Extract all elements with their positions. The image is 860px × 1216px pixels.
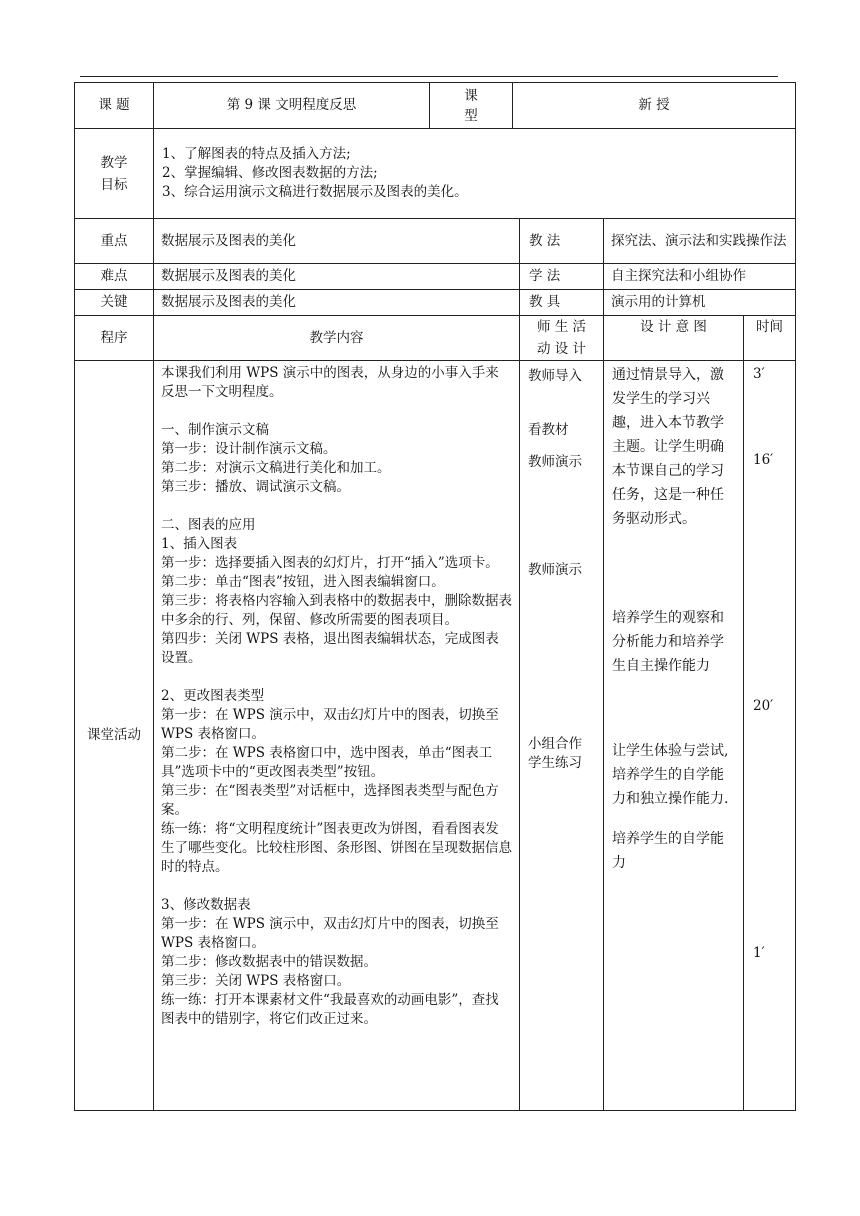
- time-item: 20′: [753, 698, 774, 714]
- objectives-label: 教学 目标: [75, 129, 154, 219]
- teaching-aid-label: 教 具: [520, 290, 604, 316]
- content-spacer: [161, 497, 512, 516]
- content-spacer: [161, 668, 512, 687]
- content-spacer: [161, 402, 512, 421]
- key-value: 数据展示及图表的美化: [154, 290, 520, 316]
- activity-item: 教师导入: [528, 368, 582, 384]
- time-item: 1′: [753, 945, 765, 961]
- content-line: 3、修改数据表: [161, 897, 251, 913]
- subject-value: 第 9 课 文明程度反思: [154, 83, 430, 129]
- content-line: 第三步：将表格内容输入到表格中的数据表中，删除数据表中多余的行、列，保留、修改所需要的图表项目。: [161, 593, 512, 628]
- intent-cell: [604, 361, 744, 1111]
- content-line: 1、插入图表: [161, 536, 238, 552]
- content-line: 第二步：单击“图表”按钮，进入图表编辑窗口。: [161, 574, 445, 590]
- col-content: 教学内容: [154, 316, 520, 361]
- focus-value: 数据展示及图表的美化: [154, 219, 520, 264]
- learning-method-label: 学 法: [520, 264, 604, 290]
- content-line: 第一步：在 WPS 演示中，双击幻灯片中的图表，切换至 WPS 表格窗口。: [161, 916, 499, 951]
- subject-label: 课 题: [75, 83, 154, 129]
- content-line: 第四步：关闭 WPS 表格，退出图表编辑状态，完成图表设置。: [161, 631, 499, 666]
- procedure-cell: 课堂活动: [75, 361, 154, 1111]
- intent-item: 培养学生的自学能力: [612, 831, 724, 871]
- content-line: 第二步：对演示文稿进行美化和加工。: [161, 460, 391, 476]
- key-label: 关键: [75, 290, 154, 316]
- body-row: [75, 361, 796, 1111]
- type-label: 课 型: [430, 83, 513, 129]
- activity-item: 教师演示: [528, 562, 582, 578]
- content-line: 练一练：打开本课素材文件“我最喜欢的动画电影”，查找图表中的错别字，将它们改正过来。: [161, 992, 499, 1027]
- objectives-row: [75, 129, 796, 219]
- col-activity: 师 生 活 动 设 计: [520, 316, 604, 361]
- col-procedure: 程序: [75, 316, 154, 361]
- objectives-list: [154, 129, 796, 219]
- content-cell: [154, 361, 520, 1111]
- objective-item: 1、了解图表的特点及插入方法;: [162, 146, 351, 162]
- activity-item: 小组合作 学生练习: [528, 736, 582, 771]
- info-row-difficulty: [75, 264, 796, 290]
- difficulty-value: 数据展示及图表的美化: [154, 264, 520, 290]
- content-line: 第三步：关闭 WPS 表格窗口。: [161, 973, 351, 989]
- content-line: 二、图表的应用: [161, 517, 256, 533]
- content-line: 第一步：设计制作演示文稿。: [161, 441, 337, 457]
- content-spacer: [161, 877, 512, 896]
- info-row-key: [75, 290, 796, 316]
- intent-item: 让学生体验与尝试,培养学生的自学能力和独立操作能力.: [612, 743, 729, 807]
- content-line: 第一步：选择要插入图表的幻灯片，打开“插入”选项卡。: [161, 555, 499, 571]
- objective-item: 3、综合运用演示文稿进行数据展示及图表的美化。: [162, 184, 468, 200]
- content-line: 本课我们利用 WPS 演示中的图表，从身边的小事入手来反思一下文明程度。: [161, 365, 499, 400]
- content-line: 2、更改图表类型: [161, 688, 265, 704]
- type-value: 新 授: [513, 83, 796, 129]
- learning-method-value: 自主探究法和小组协作: [604, 264, 796, 290]
- activity-item: 教师演示: [528, 454, 582, 470]
- time-item: 16′: [753, 452, 774, 468]
- content-line: 练一练：将“文明程度统计”图表更改为饼图，看看图表发生了哪些变化。比较柱形图、条形图、饼图在呈现数据信息时的特点。: [161, 821, 512, 875]
- lesson-plan-table: [74, 82, 796, 1111]
- column-header-row: [75, 316, 796, 361]
- teaching-method-value: 探究法、演示法和实践操作法: [604, 219, 796, 264]
- content-lines: [161, 364, 512, 1029]
- time-item: 3′: [753, 366, 765, 382]
- header-row: [75, 83, 796, 129]
- content-line: 第二步：修改数据表中的错误数据。: [161, 954, 377, 970]
- intent-item: 通过情景导入，激发学生的学习兴趣，进入本节教学主题。让学生明确本节课自己的学习任务，这是一种任务驱动形式。: [612, 367, 724, 527]
- focus-label: 重点: [75, 219, 154, 264]
- content-line: 一、制作演示文稿: [161, 422, 269, 438]
- col-intent: 设 计 意 图: [604, 316, 744, 361]
- info-row-focus: [75, 219, 796, 264]
- teaching-aid-value: 演示用的计算机: [604, 290, 796, 316]
- time-cell: [744, 361, 796, 1111]
- activity-item: 看教材: [528, 422, 569, 438]
- content-line: 第三步：播放、调试演示文稿。: [161, 479, 350, 495]
- teaching-method-label: 教 法: [520, 219, 604, 264]
- content-line: 第三步：在“图表类型”对话框中，选择图表类型与配色方案。: [161, 783, 499, 818]
- content-line: 第二步：在 WPS 表格窗口中，选中图表，单击“图表工具”选项卡中的“更改图表类型”按钮。: [161, 745, 493, 780]
- intent-item: 培养学生的观察和分析能力和培养学生自主操作能力: [612, 610, 724, 674]
- activity-cell: [520, 361, 604, 1111]
- header-rule: [80, 76, 778, 77]
- content-line: 第一步：在 WPS 演示中，双击幻灯片中的图表，切换至 WPS 表格窗口。: [161, 707, 499, 742]
- objective-item: 2、掌握编辑、修改图表数据的方法;: [162, 165, 378, 181]
- col-time: 时间: [744, 316, 796, 361]
- difficulty-label: 难点: [75, 264, 154, 290]
